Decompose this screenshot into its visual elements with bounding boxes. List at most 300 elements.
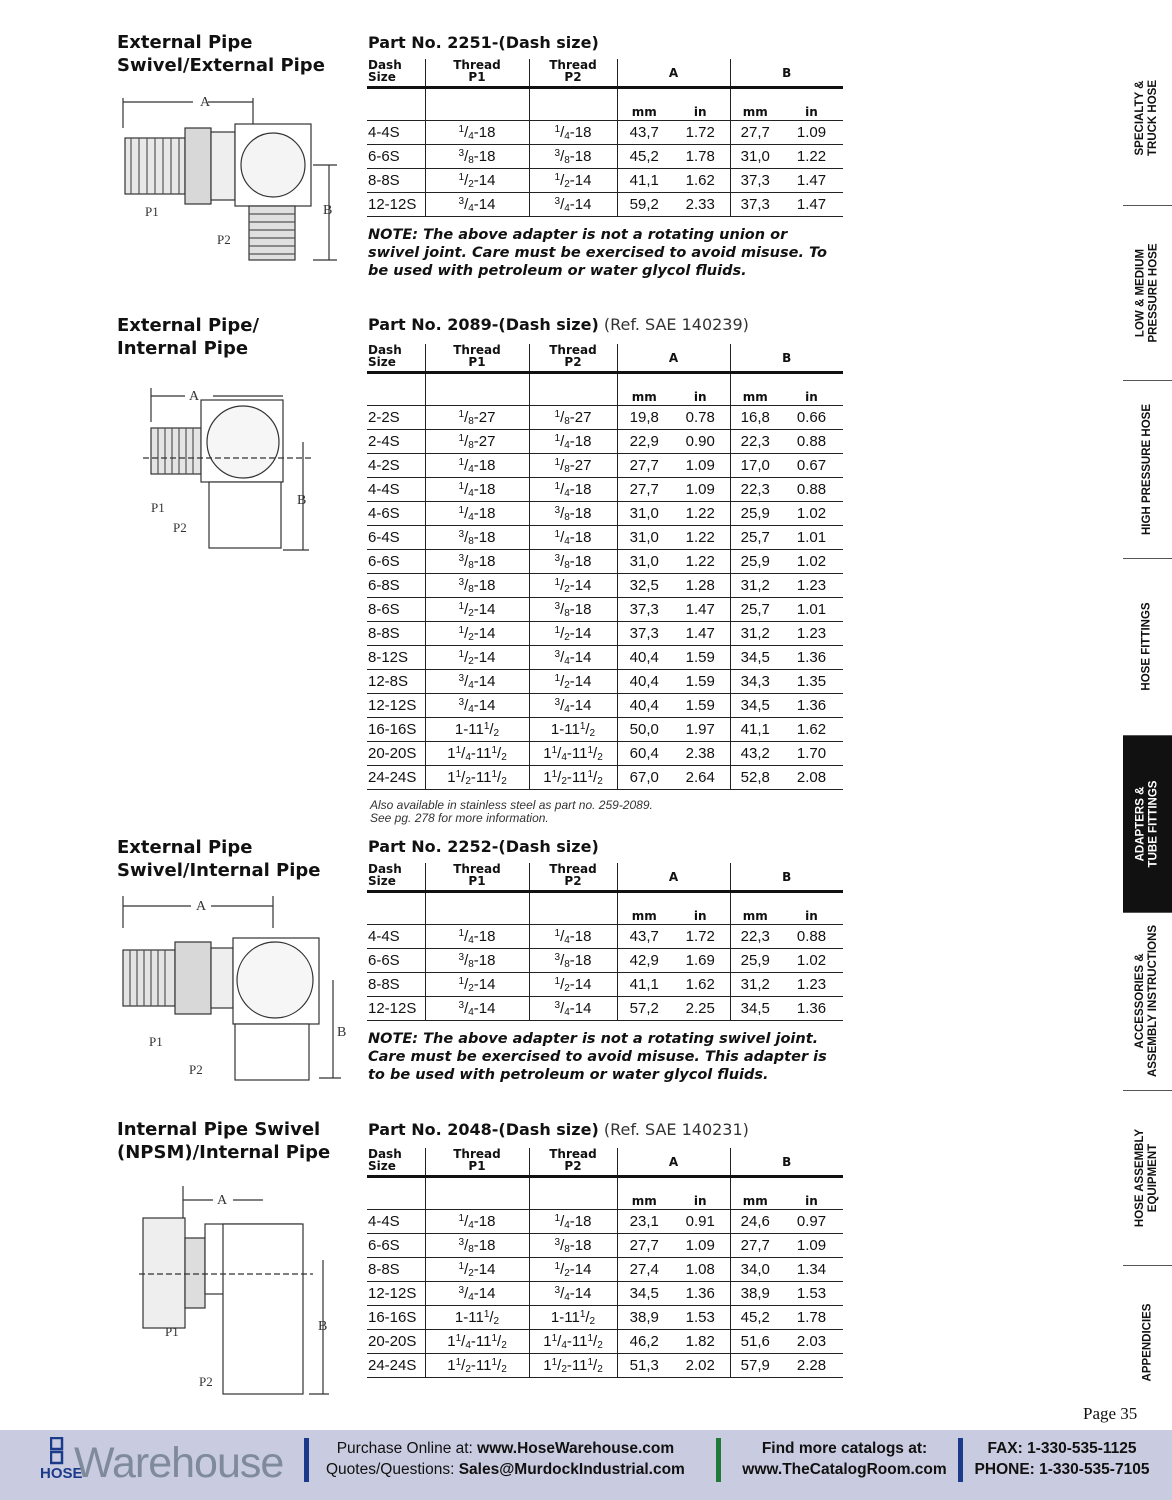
page-number: Page 35 [1083, 1404, 1138, 1423]
cell-a-in: 1.47 [671, 598, 730, 622]
cell-a-mm: 60,4 [617, 742, 671, 766]
cell-thread-p2: $^1/_4-18$ [529, 478, 617, 502]
table-row [367, 949, 843, 973]
cell-thread-p2: $^3/_4-14$ [529, 694, 617, 718]
cell-b-mm: 34,0 [730, 1258, 780, 1282]
unit-mm: mm [617, 373, 671, 406]
cell-dash-size: 20-20S [367, 1330, 425, 1354]
cell-a-in: 1.82 [671, 1330, 730, 1354]
cell-thread-p1: $1-11^1/_2$ [425, 718, 529, 742]
col-dash-size: Dash Size [367, 344, 425, 373]
website-link[interactable]: www.HoseWarehouse.com [477, 1440, 675, 1457]
cell-a-mm: 40,4 [617, 694, 671, 718]
part-number: Part No. 2251-(Dash size) [368, 33, 599, 52]
cell-thread-p1: $1^1/_4-11^1/_2$ [425, 1330, 529, 1354]
table-row [367, 973, 843, 997]
cell-thread-p2: $^1/_2-14$ [529, 622, 617, 646]
p2-label: P2 [217, 232, 231, 247]
cell-thread-p2: $^1/_2-14$ [529, 973, 617, 997]
table-row [367, 742, 843, 766]
stainless-note: Also available in stainless steel as part no. 259-2089. See pg. 278 for more information. [370, 798, 653, 825]
section-title: External Pipe Swivel/Internal Pipe [117, 837, 321, 881]
col-thread-p2: Thread P2 [529, 863, 617, 892]
part-number: Part No. 2252-(Dash size) [368, 837, 599, 856]
cell-a-in: 1.97 [671, 718, 730, 742]
cell-a-in: 2.64 [671, 766, 730, 790]
cell-b-in: 1.09 [780, 121, 843, 145]
table-row [367, 478, 843, 502]
col-a: A [617, 1148, 730, 1177]
sidebar-tab-6[interactable] [1123, 1090, 1172, 1265]
table-row [367, 1330, 843, 1354]
cell-dash-size: 12-8S [367, 670, 425, 694]
tab-divider [1123, 1265, 1172, 1266]
cell-thread-p2: $^3/_4-14$ [529, 997, 617, 1021]
cell-dash-size: 16-16S [367, 1306, 425, 1330]
part-number: Part No. 2048-(Dash size) (Ref. SAE 140231) [368, 1120, 749, 1139]
cell-b-in: 1.02 [780, 502, 843, 526]
cell-thread-p2: $1-11^1/_2$ [529, 1306, 617, 1330]
cell-a-mm: 43,7 [617, 121, 671, 145]
cell-b-in: 2.03 [780, 1330, 843, 1354]
unit-mm: mm [730, 892, 780, 925]
spec-table [367, 344, 843, 790]
cell-dash-size: 12-12S [367, 1282, 425, 1306]
table-row [367, 145, 843, 169]
section-tabs [1123, 0, 1172, 1420]
tab-divider [1123, 558, 1172, 559]
p2-label: P2 [199, 1374, 213, 1389]
cell-thread-p2: $^3/_8-18$ [529, 1234, 617, 1258]
cell-thread-p2: $^1/_2-14$ [529, 169, 617, 193]
col-b: B [730, 59, 843, 88]
cell-b-mm: 31,2 [730, 622, 780, 646]
cell-dash-size: 6-8S [367, 574, 425, 598]
cell-thread-p1: $^1/_4-18$ [425, 478, 529, 502]
section-title: External Pipe/ Internal Pipe [117, 315, 260, 359]
cell-thread-p1: $^3/_8-18$ [425, 526, 529, 550]
cell-b-mm: 24,6 [730, 1210, 780, 1234]
cell-a-in: 1.09 [671, 454, 730, 478]
col-thread-p1: Thread P1 [425, 344, 529, 373]
table-row [367, 766, 843, 790]
cell-b-in: 1.70 [780, 742, 843, 766]
cell-thread-p1: $^1/_8-27$ [425, 406, 529, 430]
cell-thread-p1: $^3/_4-14$ [425, 1282, 529, 1306]
table-row [367, 430, 843, 454]
cell-b-in: 1.36 [780, 997, 843, 1021]
table-row [367, 193, 843, 217]
table-row [367, 1210, 843, 1234]
cell-b-mm: 38,9 [730, 1282, 780, 1306]
sidebar-tab-3[interactable] [1123, 558, 1172, 735]
cell-b-mm: 25,7 [730, 598, 780, 622]
cell-thread-p2: $^3/_8-18$ [529, 949, 617, 973]
unit-mm: mm [617, 88, 671, 121]
fax-number: FAX: 1-330-535-1125 [987, 1440, 1137, 1457]
footer [0, 1430, 1172, 1500]
cell-thread-p2: $^3/_8-18$ [529, 550, 617, 574]
sidebar-tab-label: HOSE ASSEMBLY EQUIPMENT [1134, 1128, 1160, 1227]
table-row [367, 1234, 843, 1258]
hose-warehouse-logo[interactable] [40, 1435, 290, 1495]
cell-a-in: 1.28 [671, 574, 730, 598]
cell-a-mm: 43,7 [617, 925, 671, 949]
cell-b-in: 1.47 [780, 193, 843, 217]
cell-a-mm: 31,0 [617, 502, 671, 526]
dimension-a-label: A [189, 389, 200, 404]
logo-wordmark: Warehouse [74, 1439, 284, 1487]
cell-a-mm: 27,7 [617, 1234, 671, 1258]
sidebar-tab-label: SPECIALTY & TRUCK HOSE [1134, 79, 1160, 156]
table-row [367, 574, 843, 598]
cell-thread-p1: $^1/_2-14$ [425, 598, 529, 622]
fitting-drawing-2089 [113, 382, 355, 562]
cell-b-in: 1.23 [780, 622, 843, 646]
cell-dash-size: 2-2S [367, 406, 425, 430]
col-thread-p1: Thread P1 [425, 59, 529, 88]
unit-mm: mm [730, 1177, 780, 1210]
cell-b-in: 1.02 [780, 550, 843, 574]
table-row [367, 502, 843, 526]
cell-b-mm: 31,0 [730, 145, 780, 169]
cell-dash-size: 6-4S [367, 526, 425, 550]
cell-thread-p1: $^1/_2-14$ [425, 169, 529, 193]
fitting-drawing-2048 [113, 1180, 355, 1406]
cell-dash-size: 8-8S [367, 973, 425, 997]
p1-label: P1 [145, 204, 159, 219]
table-row [367, 1258, 843, 1282]
table-row [367, 406, 843, 430]
cell-b-mm: 34,5 [730, 997, 780, 1021]
cell-a-in: 1.62 [671, 169, 730, 193]
cell-thread-p2: $1^1/_2-11^1/_2$ [529, 766, 617, 790]
cell-thread-p1: $1-11^1/_2$ [425, 1306, 529, 1330]
spec-table [367, 1148, 843, 1378]
cell-thread-p1: $1^1/_4-11^1/_2$ [425, 742, 529, 766]
cell-b-mm: 22,3 [730, 925, 780, 949]
cell-b-mm: 27,7 [730, 1234, 780, 1258]
sidebar-tab-label: LOW & MEDIUM PRESSURE HOSE [1134, 242, 1160, 343]
cell-thread-p2: $^1/_4-18$ [529, 1210, 617, 1234]
cell-b-in: 1.36 [780, 646, 843, 670]
cell-b-in: 0.88 [780, 430, 843, 454]
sidebar-tab-2[interactable] [1123, 380, 1172, 558]
table-row [367, 598, 843, 622]
part-number: Part No. 2089-(Dash size) (Ref. SAE 140239) [368, 315, 749, 334]
sidebar-tab-label: HOSE FITTINGS [1141, 602, 1154, 691]
cell-a-mm: 31,0 [617, 550, 671, 574]
cell-b-mm: 34,5 [730, 694, 780, 718]
unit-in: in [780, 373, 843, 406]
cell-a-mm: 40,4 [617, 670, 671, 694]
tab-divider [1123, 735, 1172, 736]
cell-a-mm: 41,1 [617, 973, 671, 997]
cell-dash-size: 24-24S [367, 766, 425, 790]
cell-b-in: 1.01 [780, 598, 843, 622]
email-link[interactable]: Sales@MurdockIndustrial.com [458, 1461, 685, 1478]
cell-thread-p1: $^3/_8-18$ [425, 574, 529, 598]
col-b: B [730, 344, 843, 373]
tab-divider [1123, 380, 1172, 381]
cell-b-mm: 37,3 [730, 169, 780, 193]
cell-a-mm: 42,9 [617, 949, 671, 973]
sidebar-tab-4[interactable] [1123, 735, 1172, 912]
cell-dash-size: 6-6S [367, 550, 425, 574]
cell-thread-p2: $^3/_4-14$ [529, 1282, 617, 1306]
table-row [367, 670, 843, 694]
cell-thread-p2: $^1/_8-27$ [529, 454, 617, 478]
cell-a-in: 1.22 [671, 550, 730, 574]
cell-b-in: 1.62 [780, 718, 843, 742]
cell-thread-p2: $1^1/_2-11^1/_2$ [529, 1354, 617, 1378]
cell-b-mm: 31,2 [730, 973, 780, 997]
cell-thread-p1: $^1/_2-14$ [425, 646, 529, 670]
sidebar-tab-7[interactable] [1123, 1265, 1172, 1420]
cell-dash-size: 8-8S [367, 169, 425, 193]
cell-b-mm: 16,8 [730, 406, 780, 430]
cell-thread-p2: $^1/_2-14$ [529, 670, 617, 694]
table-row [367, 718, 843, 742]
cell-thread-p2: $^3/_8-18$ [529, 502, 617, 526]
cell-dash-size: 4-4S [367, 925, 425, 949]
cell-a-mm: 23,1 [617, 1210, 671, 1234]
cell-a-mm: 40,4 [617, 646, 671, 670]
cell-b-in: 1.34 [780, 1258, 843, 1282]
cell-b-mm: 43,2 [730, 742, 780, 766]
cell-a-mm: 38,9 [617, 1306, 671, 1330]
cell-b-in: 1.22 [780, 145, 843, 169]
p1-label: P1 [149, 1034, 163, 1049]
cell-b-in: 1.36 [780, 694, 843, 718]
col-b: B [730, 863, 843, 892]
cell-a-mm: 27,7 [617, 478, 671, 502]
cell-a-mm: 50,0 [617, 718, 671, 742]
tab-divider [1123, 1090, 1172, 1091]
cell-thread-p2: $^3/_4-14$ [529, 193, 617, 217]
cell-a-mm: 27,4 [617, 1258, 671, 1282]
dimension-b-label: B [297, 493, 307, 508]
cell-b-mm: 22,3 [730, 430, 780, 454]
col-thread-p2: Thread P2 [529, 1148, 617, 1177]
col-dash-size: Dash Size [367, 1148, 425, 1177]
col-dash-size: Dash Size [367, 863, 425, 892]
cell-b-in: 2.28 [780, 1354, 843, 1378]
cell-dash-size: 4-4S [367, 1210, 425, 1234]
col-thread-p2: Thread P2 [529, 59, 617, 88]
cell-b-in: 1.23 [780, 574, 843, 598]
sidebar-tab-label: HIGH PRESSURE HOSE [1141, 403, 1153, 535]
warning-note: NOTE: The above adapter is not a rotating union or swivel joint. Care must be exercised to avoid misuse. To be used with petroleum or water glycol fluids. [368, 227, 827, 279]
cell-a-in: 1.59 [671, 646, 730, 670]
col-a: A [617, 344, 730, 373]
cell-b-in: 1.78 [780, 1306, 843, 1330]
cell-a-in: 1.09 [671, 478, 730, 502]
cell-dash-size: 12-12S [367, 193, 425, 217]
cell-b-mm: 27,7 [730, 121, 780, 145]
p2-label: P2 [189, 1062, 203, 1077]
cell-b-in: 0.66 [780, 406, 843, 430]
cell-a-in: 1.69 [671, 949, 730, 973]
dimension-b-label: B [318, 1319, 328, 1334]
cell-thread-p2: $^1/_8-27$ [529, 406, 617, 430]
cell-thread-p2: $^3/_8-18$ [529, 598, 617, 622]
cell-b-in: 1.01 [780, 526, 843, 550]
cell-dash-size: 4-4S [367, 121, 425, 145]
cell-dash-size: 6-6S [367, 949, 425, 973]
unit-mm: mm [730, 373, 780, 406]
cell-dash-size: 4-4S [367, 478, 425, 502]
cell-dash-size: 20-20S [367, 742, 425, 766]
cell-a-in: 1.62 [671, 973, 730, 997]
cell-dash-size: 8-6S [367, 598, 425, 622]
p2-label: P2 [173, 520, 187, 535]
cell-thread-p2: $^1/_4-18$ [529, 121, 617, 145]
cell-a-mm: 31,0 [617, 526, 671, 550]
table-row [367, 169, 843, 193]
cell-thread-p2: $^1/_2-14$ [529, 574, 617, 598]
cell-a-mm: 41,1 [617, 169, 671, 193]
sidebar-tab-5[interactable] [1123, 912, 1172, 1090]
cell-b-in: 1.35 [780, 670, 843, 694]
cell-a-in: 2.02 [671, 1354, 730, 1378]
table-row [367, 1354, 843, 1378]
spec-table [367, 59, 843, 217]
cell-thread-p2: $^1/_4-18$ [529, 430, 617, 454]
unit-in: in [671, 373, 730, 406]
cell-a-mm: 67,0 [617, 766, 671, 790]
cell-b-mm: 22,3 [730, 478, 780, 502]
cell-thread-p1: $1^1/_2-11^1/_2$ [425, 1354, 529, 1378]
cell-thread-p1: $^3/_8-18$ [425, 1234, 529, 1258]
sidebar-tab-0[interactable] [1123, 30, 1172, 205]
cell-a-in: 1.72 [671, 925, 730, 949]
spec-table [367, 863, 843, 1021]
unit-in: in [780, 892, 843, 925]
cell-b-mm: 34,3 [730, 670, 780, 694]
dimension-b-label: B [337, 1025, 347, 1040]
unit-mm: mm [617, 892, 671, 925]
divider-bar-green [716, 1438, 721, 1482]
dimension-a-label: A [200, 95, 211, 110]
cell-b-mm: 37,3 [730, 193, 780, 217]
section-title: Internal Pipe Swivel (NPSM)/Internal Pipe [117, 1119, 331, 1163]
cell-b-in: 1.23 [780, 973, 843, 997]
cell-thread-p2: $^1/_4-18$ [529, 526, 617, 550]
tab-divider [1123, 912, 1172, 913]
unit-in: in [780, 1177, 843, 1210]
cell-thread-p1: $^1/_4-18$ [425, 454, 529, 478]
cell-dash-size: 2-4S [367, 430, 425, 454]
p1-label: P1 [165, 1324, 179, 1339]
divider-bar-blue-2 [958, 1438, 963, 1482]
cell-dash-size: 12-12S [367, 694, 425, 718]
cell-a-in: 1.36 [671, 1282, 730, 1306]
table-row [367, 1282, 843, 1306]
table-row [367, 121, 843, 145]
cell-thread-p1: $^1/_2-14$ [425, 973, 529, 997]
dimension-a-label: A [196, 899, 207, 914]
cell-dash-size: 8-8S [367, 1258, 425, 1282]
col-thread-p1: Thread P1 [425, 863, 529, 892]
cell-a-mm: 34,5 [617, 1282, 671, 1306]
cell-b-mm: 17,0 [730, 454, 780, 478]
cell-dash-size: 6-6S [367, 1234, 425, 1258]
cell-dash-size: 4-2S [367, 454, 425, 478]
unit-in: in [671, 892, 730, 925]
sidebar-tab-label: APPENDICIES [1141, 1303, 1153, 1382]
cell-a-in: 1.59 [671, 670, 730, 694]
cell-thread-p2: $^1/_2-14$ [529, 1258, 617, 1282]
cell-thread-p2: $1-11^1/_2$ [529, 718, 617, 742]
cell-thread-p1: $^1/_2-14$ [425, 1258, 529, 1282]
cell-thread-p1: $^3/_4-14$ [425, 193, 529, 217]
cell-a-in: 2.33 [671, 193, 730, 217]
cell-dash-size: 6-6S [367, 145, 425, 169]
cell-a-in: 2.38 [671, 742, 730, 766]
catalog-info: Find more catalogs at: www.TheCatalogRoom.com [742, 1440, 947, 1478]
logo-small-text: HOSE [40, 1465, 83, 1482]
cell-a-mm: 27,7 [617, 454, 671, 478]
cell-thread-p1: $1^1/_2-11^1/_2$ [425, 766, 529, 790]
unit-in: in [671, 88, 730, 121]
cell-a-mm: 32,5 [617, 574, 671, 598]
sidebar-tab-1[interactable] [1123, 205, 1172, 380]
cell-b-in: 1.47 [780, 169, 843, 193]
cell-dash-size: 8-8S [367, 622, 425, 646]
cell-b-mm: 25,9 [730, 502, 780, 526]
cell-a-in: 1.78 [671, 145, 730, 169]
cell-a-in: 1.22 [671, 502, 730, 526]
cell-a-mm: 46,2 [617, 1330, 671, 1354]
cell-b-in: 1.53 [780, 1282, 843, 1306]
cell-b-mm: 45,2 [730, 1306, 780, 1330]
unit-mm: mm [617, 1177, 671, 1210]
cell-a-in: 1.53 [671, 1306, 730, 1330]
cell-dash-size: 24-24S [367, 1354, 425, 1378]
table-row [367, 1306, 843, 1330]
cell-a-in: 1.09 [671, 1234, 730, 1258]
table-row [367, 526, 843, 550]
cell-b-mm: 25,9 [730, 550, 780, 574]
cell-a-mm: 19,8 [617, 406, 671, 430]
cell-b-mm: 25,9 [730, 949, 780, 973]
cell-a-in: 1.08 [671, 1258, 730, 1282]
cell-a-mm: 59,2 [617, 193, 671, 217]
cell-a-in: 2.25 [671, 997, 730, 1021]
cell-b-mm: 51,6 [730, 1330, 780, 1354]
cell-thread-p1: $^1/_4-18$ [425, 1210, 529, 1234]
cell-b-mm: 31,2 [730, 574, 780, 598]
col-thread-p2: Thread P2 [529, 344, 617, 373]
table-row [367, 646, 843, 670]
cell-b-mm: 25,7 [730, 526, 780, 550]
cell-dash-size: 12-12S [367, 997, 425, 1021]
cell-thread-p1: $^3/_4-14$ [425, 997, 529, 1021]
cell-a-in: 0.90 [671, 430, 730, 454]
cell-a-mm: 45,2 [617, 145, 671, 169]
cell-thread-p2: $^3/_4-14$ [529, 646, 617, 670]
col-a: A [617, 59, 730, 88]
col-a: A [617, 863, 730, 892]
cell-thread-p1: $^1/_4-18$ [425, 121, 529, 145]
cell-thread-p2: $^3/_8-18$ [529, 145, 617, 169]
cell-a-in: 0.91 [671, 1210, 730, 1234]
catalog-link[interactable]: www.TheCatalogRoom.com [742, 1461, 947, 1478]
cell-b-in: 0.88 [780, 925, 843, 949]
cell-b-in: 1.09 [780, 1234, 843, 1258]
table-row [367, 550, 843, 574]
